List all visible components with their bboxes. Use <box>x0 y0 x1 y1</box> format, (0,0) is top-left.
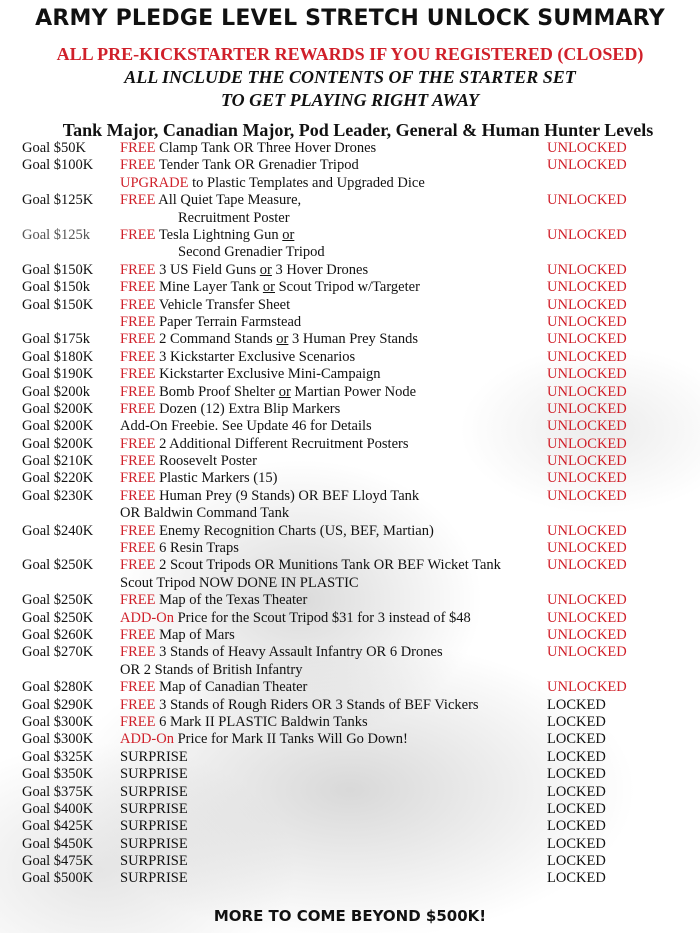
reward-tag: FREE <box>120 627 156 643</box>
goal-row <box>0 610 700 627</box>
reward-text-alt: Scout Tripod w/Targeter <box>274 279 420 296</box>
goal-row <box>0 870 700 887</box>
goal-amount: Goal $150K <box>22 261 94 278</box>
goal-row <box>0 366 700 383</box>
goal-amount: Goal $125k <box>22 226 91 243</box>
goal-reward <box>120 366 381 383</box>
reward-tag: FREE <box>120 713 156 730</box>
goal-reward <box>120 140 376 157</box>
reward-text-alt: 3 Human Prey Stands <box>288 331 419 348</box>
goal-row <box>0 644 700 679</box>
status-locked-badge: LOCKED <box>547 731 606 748</box>
status-unlocked-badge: UNLOCKED <box>547 313 627 330</box>
reward-text-line2: Second Grenadier Tripod <box>178 244 325 261</box>
goal-reward <box>120 384 416 401</box>
goal-amount: Goal $200k <box>22 383 91 400</box>
status-unlocked-badge: UNLOCKED <box>547 627 627 643</box>
reward-text: Plastic Markers (15) <box>159 470 278 487</box>
status-locked-badge: LOCKED <box>547 696 606 713</box>
goal-row <box>0 836 700 853</box>
reward-tag: UPGRADE <box>120 174 189 191</box>
reward-text: Tender Tank OR Grenadier Tripod <box>158 157 359 174</box>
status-unlocked-badge: UNLOCKED <box>547 679 627 696</box>
reward-tag: FREE <box>120 679 156 696</box>
goal-reward <box>120 766 188 783</box>
goal-reward <box>120 784 188 801</box>
goal-row <box>0 488 700 523</box>
or-conjunction: or <box>282 226 295 243</box>
reward-text: SURPRISE <box>120 748 188 765</box>
reward-text: Paper Terrain Farmstead <box>159 313 302 330</box>
status-unlocked-badge: UNLOCKED <box>547 522 627 539</box>
goal-row <box>0 297 700 314</box>
goal-reward <box>120 714 368 731</box>
goal-row <box>0 801 700 818</box>
reward-text: 6 Mark II PLASTIC Baldwin Tanks <box>159 713 368 730</box>
status-locked-badge: LOCKED <box>547 853 606 870</box>
reward-text: SURPRISE <box>120 818 188 835</box>
goal-amount: Goal $250K <box>22 592 94 609</box>
goal-amount: Goal $125K <box>22 192 94 209</box>
goal-amount: Goal $190K <box>22 366 94 383</box>
goal-amount: Goal $500K <box>22 870 94 887</box>
goal-row <box>0 314 700 331</box>
reward-text: 3 Kickstarter Exclusive Scenarios <box>159 348 356 365</box>
goal-reward <box>120 175 425 192</box>
reward-text: Price for Mark II Tanks Will Go Down! <box>177 731 408 748</box>
reward-text: SURPRISE <box>120 835 188 852</box>
goal-reward <box>120 262 368 279</box>
status-unlocked-badge: UNLOCKED <box>547 487 627 504</box>
status-unlocked-badge: UNLOCKED <box>547 226 627 243</box>
goal-reward <box>120 610 471 627</box>
goal-reward <box>120 644 443 679</box>
goal-reward <box>120 331 418 348</box>
status-locked-badge: LOCKED <box>547 800 606 817</box>
reward-text: Map of the Texas Theater <box>159 592 308 609</box>
goal-row <box>0 140 700 157</box>
reward-text: 2 Additional Different Recruitment Posters <box>159 435 409 452</box>
reward-text: Bomb Proof Shelter <box>159 383 279 400</box>
reward-text: SURPRISE <box>120 870 188 887</box>
reward-text: Price for the Scout Tripod $31 for 3 instead of $48 <box>177 609 471 626</box>
reward-tag: FREE <box>120 261 156 278</box>
goal-amount: Goal $425K <box>22 818 94 835</box>
goal-reward <box>120 227 325 262</box>
reward-text-line2: Recruitment Poster <box>178 209 290 226</box>
goal-row <box>0 384 700 401</box>
goal-reward <box>120 818 188 835</box>
reward-tag: FREE <box>120 644 156 661</box>
status-unlocked-badge: UNLOCKED <box>547 279 627 296</box>
reward-text: Map of Mars <box>159 627 235 643</box>
reward-text-line2: Scout Tripod NOW DONE IN PLASTIC <box>120 574 359 591</box>
reward-text: Clamp Tank OR Three Hover Drones <box>159 140 377 156</box>
status-unlocked-badge: UNLOCKED <box>547 644 627 661</box>
reward-text: All Quiet Tape Measure, <box>158 192 302 209</box>
reward-tag: ADD-On <box>120 731 174 748</box>
status-unlocked-badge: UNLOCKED <box>547 383 627 400</box>
goal-reward <box>120 279 420 296</box>
status-locked-badge: LOCKED <box>547 818 606 835</box>
goal-reward <box>120 540 239 557</box>
goal-amount: Goal $375K <box>22 783 94 800</box>
goal-row <box>0 262 700 279</box>
status-locked-badge: LOCKED <box>547 783 606 800</box>
goal-amount: Goal $290K <box>22 696 94 713</box>
reward-tag: FREE <box>120 696 156 713</box>
footer-note: MORE TO COME BEYOND $500K! <box>213 907 487 925</box>
goal-reward <box>120 731 408 748</box>
goal-amount: Goal $175k <box>22 331 91 348</box>
status-unlocked-badge: UNLOCKED <box>547 540 627 557</box>
status-unlocked-badge: UNLOCKED <box>547 296 627 313</box>
status-unlocked-badge: UNLOCKED <box>547 331 627 348</box>
or-conjunction: or <box>262 279 275 296</box>
goal-reward <box>120 470 277 487</box>
goal-row <box>0 697 700 714</box>
reward-tag: FREE <box>120 400 156 417</box>
goal-amount: Goal $260K <box>22 627 94 643</box>
goal-amount: Goal $300K <box>22 713 94 730</box>
goal-amount: Goal $475K <box>22 853 94 870</box>
reward-tag: FREE <box>120 348 156 365</box>
reward-text-alt: 3 Hover Drones <box>271 261 369 278</box>
goal-reward <box>120 697 479 714</box>
goal-amount: Goal $325K <box>22 748 94 765</box>
status-unlocked-badge: UNLOCKED <box>547 400 627 417</box>
reward-tag: FREE <box>120 279 156 296</box>
goal-reward <box>120 523 434 540</box>
reward-tag: FREE <box>120 157 156 174</box>
reward-text: Roosevelt Poster <box>159 453 257 470</box>
goal-row <box>0 227 700 262</box>
goal-amount: Goal $230K <box>22 487 94 504</box>
goal-row <box>0 523 700 540</box>
reward-text: 2 Scout Tripods OR Munitions Tank OR BEF Wicket Tank <box>159 557 501 574</box>
goal-reward <box>120 314 301 331</box>
goal-reward <box>120 401 340 418</box>
reward-tag: FREE <box>120 453 156 470</box>
status-locked-badge: LOCKED <box>547 835 606 852</box>
status-unlocked-badge: UNLOCKED <box>547 592 627 609</box>
goal-reward <box>120 557 501 592</box>
goal-reward <box>120 679 307 696</box>
reward-text: Human Prey (9 Stands) OR BEF Lloyd Tank <box>159 487 420 504</box>
goal-row <box>0 540 700 557</box>
reward-tag: FREE <box>120 140 156 156</box>
status-unlocked-badge: UNLOCKED <box>547 348 627 365</box>
reward-text: 3 US Field Guns <box>159 261 260 278</box>
goal-row <box>0 592 700 609</box>
or-conjunction: or <box>259 261 272 278</box>
reward-tag: FREE <box>120 192 156 209</box>
goal-reward <box>120 192 301 227</box>
goal-amount: Goal $250K <box>22 557 94 574</box>
goal-amount: Goal $50K <box>22 140 87 156</box>
status-locked-badge: LOCKED <box>547 766 606 783</box>
status-unlocked-badge: UNLOCKED <box>547 157 627 174</box>
reward-text: Tesla Lightning Gun <box>158 226 283 243</box>
subtitle-starter-set-line2: TO GET PLAYING RIGHT AWAY <box>220 90 480 110</box>
reward-tag: FREE <box>120 557 156 574</box>
reward-text: Add-On Freebie. See Update 46 for Details <box>120 418 372 435</box>
goal-row <box>0 157 700 174</box>
status-unlocked-badge: UNLOCKED <box>547 557 627 574</box>
status-unlocked-badge: UNLOCKED <box>547 470 627 487</box>
goal-amount: Goal $450K <box>22 835 94 852</box>
goal-row <box>0 627 700 644</box>
reward-text: 6 Resin Traps <box>159 540 239 557</box>
goal-amount: Goal $210K <box>22 453 94 470</box>
status-unlocked-badge: UNLOCKED <box>547 453 627 470</box>
goal-row <box>0 349 700 366</box>
goal-row <box>0 766 700 783</box>
goal-amount: Goal $200K <box>22 400 94 417</box>
goal-amount: Goal $300K <box>22 731 94 748</box>
goal-row <box>0 749 700 766</box>
goal-reward <box>120 349 355 366</box>
goal-reward <box>120 627 235 644</box>
goal-row <box>0 470 700 487</box>
or-conjunction: or <box>276 331 289 348</box>
reward-text: 3 Stands of Heavy Assault Infantry OR 6 Drones <box>159 644 443 661</box>
reward-text: SURPRISE <box>120 783 188 800</box>
reward-text: to Plastic Templates and Upgraded Dice <box>192 174 425 191</box>
goal-row <box>0 714 700 731</box>
page-title: ARMY PLEDGE LEVEL STRETCH UNLOCK SUMMARY <box>35 6 665 31</box>
status-unlocked-badge: UNLOCKED <box>547 366 627 383</box>
goal-amount: Goal $220K <box>22 470 94 487</box>
reward-tag: FREE <box>120 383 156 400</box>
goal-row <box>0 679 700 696</box>
reward-text-line2: OR Baldwin Command Tank <box>120 505 290 522</box>
goal-reward <box>120 836 188 853</box>
reward-text: Vehicle Transfer Sheet <box>158 296 291 313</box>
reward-tag: FREE <box>120 435 156 452</box>
subtitle-starter-set-line1: ALL INCLUDE THE CONTENTS OF THE STARTER SET <box>124 67 576 87</box>
reward-tag: FREE <box>120 522 156 539</box>
reward-text: SURPRISE <box>120 853 188 870</box>
goal-amount: Goal $250K <box>22 609 94 626</box>
goal-reward <box>120 801 188 818</box>
or-conjunction: or <box>278 383 291 400</box>
reward-tag: FREE <box>120 313 156 330</box>
reward-tag: FREE <box>120 331 156 348</box>
goal-row <box>0 401 700 418</box>
goal-reward <box>120 853 188 870</box>
goal-row <box>0 818 700 835</box>
goal-reward <box>120 418 372 435</box>
goal-row <box>0 436 700 453</box>
reward-text-alt: Martian Power Node <box>290 383 417 400</box>
pledge-levels-heading: Tank Major, Canadian Major, Pod Leader, General & Human Hunter Levels <box>62 120 654 140</box>
status-unlocked-badge: UNLOCKED <box>547 140 627 156</box>
reward-text: Kickstarter Exclusive Mini-Campaign <box>159 366 381 383</box>
goal-reward <box>120 436 409 453</box>
reward-tag: FREE <box>120 487 156 504</box>
reward-text: SURPRISE <box>120 766 188 783</box>
goal-reward <box>120 870 188 887</box>
goal-amount: Goal $240K <box>22 522 94 539</box>
goal-row <box>0 331 700 348</box>
goal-list <box>0 140 700 888</box>
goal-row <box>0 418 700 435</box>
goal-amount: Goal $100K <box>22 157 94 174</box>
goal-row <box>0 784 700 801</box>
reward-tag: FREE <box>120 296 156 313</box>
goal-row <box>0 853 700 870</box>
goal-reward <box>120 592 307 609</box>
reward-text: Enemy Recognition Charts (US, BEF, Martian) <box>159 522 434 539</box>
goal-reward <box>120 488 419 523</box>
reward-text: 3 Stands of Rough Riders OR 3 Stands of BEF Vickers <box>159 696 479 713</box>
goal-reward <box>120 297 290 314</box>
status-unlocked-badge: UNLOCKED <box>547 435 627 452</box>
status-unlocked-badge: UNLOCKED <box>547 192 627 209</box>
subtitle-pre-kickstarter: ALL PRE-KICKSTARTER REWARDS IF YOU REGISTERED (CLOSED) <box>56 44 644 64</box>
goal-amount: Goal $200K <box>22 435 94 452</box>
status-unlocked-badge: UNLOCKED <box>547 418 627 435</box>
status-unlocked-badge: UNLOCKED <box>547 609 627 626</box>
reward-text: 2 Command Stands <box>159 331 277 348</box>
goal-row <box>0 279 700 296</box>
reward-tag: FREE <box>120 226 156 243</box>
reward-text: Map of Canadian Theater <box>159 679 308 696</box>
goal-amount: Goal $200K <box>22 418 94 435</box>
reward-tag: FREE <box>120 470 156 487</box>
goal-amount: Goal $150K <box>22 296 94 313</box>
reward-text: Mine Layer Tank <box>159 279 263 296</box>
goal-amount: Goal $270K <box>22 644 94 661</box>
goal-reward <box>120 453 257 470</box>
status-locked-badge: LOCKED <box>547 748 606 765</box>
status-unlocked-badge: UNLOCKED <box>547 261 627 278</box>
reward-text: Dozen (12) Extra Blip Markers <box>159 400 341 417</box>
reward-text-line2: OR 2 Stands of British Infantry <box>120 661 303 678</box>
goal-reward <box>120 157 359 174</box>
goal-row <box>0 557 700 592</box>
goal-amount: Goal $400K <box>22 800 94 817</box>
reward-tag: ADD-On <box>120 609 174 626</box>
goal-reward <box>120 749 188 766</box>
goal-amount: Goal $150k <box>22 279 91 296</box>
status-locked-badge: LOCKED <box>547 870 606 887</box>
reward-tag: FREE <box>120 592 156 609</box>
goal-row <box>0 453 700 470</box>
goal-row <box>0 731 700 748</box>
goal-amount: Goal $280K <box>22 679 94 696</box>
reward-tag: FREE <box>120 366 156 383</box>
reward-text: SURPRISE <box>120 800 188 817</box>
status-locked-badge: LOCKED <box>547 713 606 730</box>
goal-amount: Goal $350K <box>22 766 94 783</box>
reward-tag: FREE <box>120 540 156 557</box>
goal-row <box>0 192 700 227</box>
goal-row <box>0 175 700 192</box>
goal-amount: Goal $180K <box>22 348 94 365</box>
